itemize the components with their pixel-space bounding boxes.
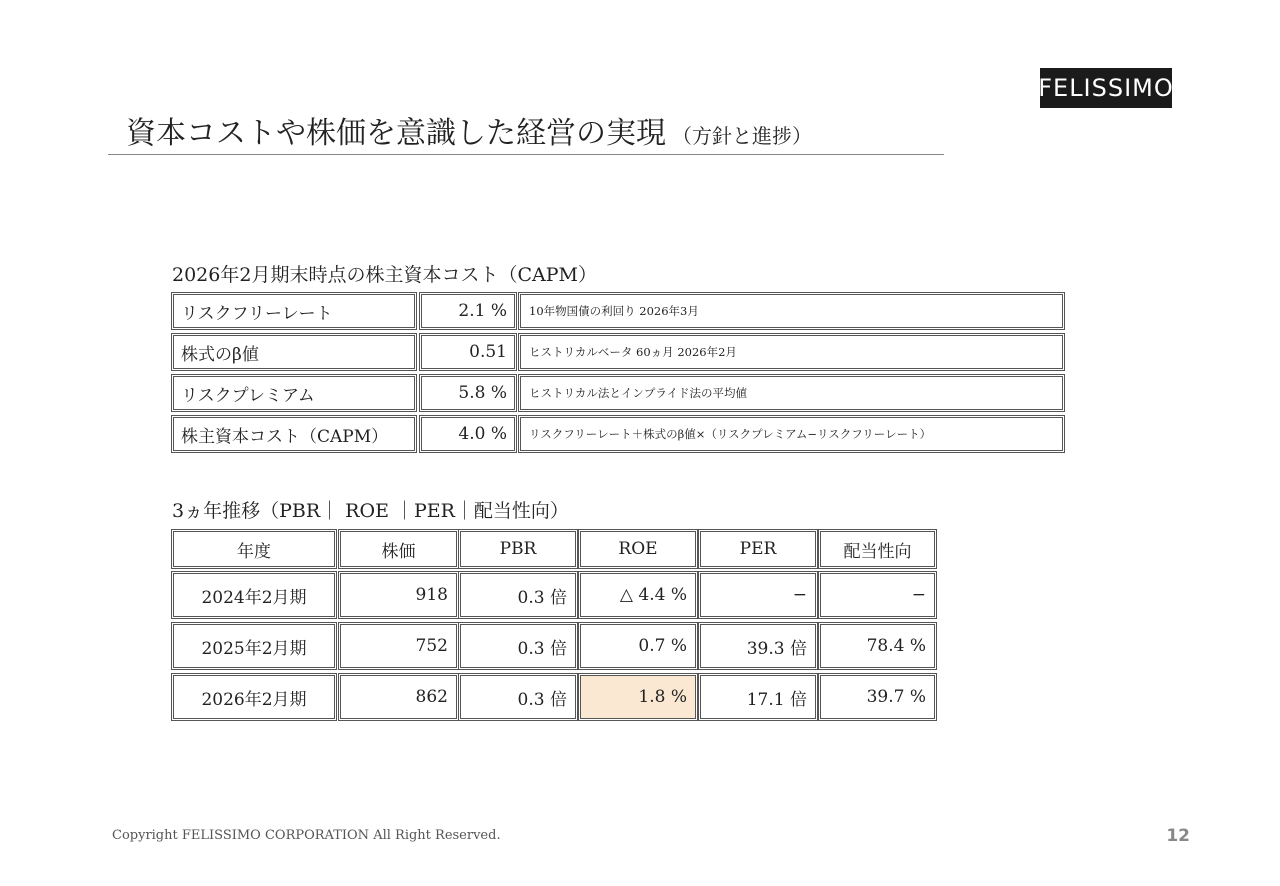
- copyright-footer: Copyright FELISSIMO CORPORATION All Right Reserved.: [112, 828, 501, 843]
- capm-row-label: リスクフリーレート: [173, 294, 415, 328]
- trend-section-label: 3ヵ年推移（PBR｜ ROE ｜PER｜配当性向）: [172, 500, 569, 522]
- trend-cell-payout: 39.7 %: [820, 675, 935, 719]
- trend-cell-roe: 0.7 %: [580, 624, 696, 668]
- capm-row-note: リスクフリーレート＋株式のβ値×（リスクプレミアム−リスクフリーレート）: [520, 417, 1063, 451]
- capm-row-label: 株式のβ値: [173, 335, 415, 369]
- page-title-main: 資本コストや株価を意識した経営の実現: [126, 116, 666, 151]
- trend-cell-year: 2026年2月期: [173, 675, 335, 719]
- capm-row-note: 10年物国債の利回り 2026年3月: [520, 294, 1063, 328]
- trend-header-cell: PBR: [460, 531, 576, 567]
- trend-cell-year: 2024年2月期: [173, 573, 335, 617]
- capm-row-value: 2.1 %: [421, 294, 515, 328]
- felissimo-logo: FELISSIMO: [1040, 68, 1172, 108]
- trend-header-cell: ROE: [580, 531, 696, 567]
- capm-row-note: ヒストリカル法とインプライド法の平均値: [520, 376, 1063, 410]
- trend-cell-pbr: 0.3 倍: [460, 675, 576, 719]
- trend-cell-pbr: 0.3 倍: [460, 624, 576, 668]
- page-title-sub: （方針と進捗）: [672, 124, 812, 148]
- title-divider: [108, 154, 944, 155]
- trend-header-cell: 年度: [173, 531, 335, 567]
- trend-cell-roe: △ 4.4 %: [580, 573, 696, 617]
- page-number: 12: [1166, 826, 1190, 846]
- trend-cell-payout: 78.4 %: [820, 624, 935, 668]
- trend-header-cell: 配当性向: [820, 531, 935, 567]
- trend-cell-year: 2025年2月期: [173, 624, 335, 668]
- capm-row-label: 株主資本コスト（CAPM）: [173, 417, 415, 451]
- capm-row-label: リスクプレミアム: [173, 376, 415, 410]
- capm-row-value: 4.0 %: [421, 417, 515, 451]
- capm-section-label: 2026年2月期末時点の株主資本コスト（CAPM）: [172, 264, 597, 286]
- trend-header-cell: PER: [700, 531, 816, 567]
- trend-cell-roe-highlighted: 1.8 %: [580, 675, 696, 719]
- trend-header-cell: 株価: [340, 531, 457, 567]
- trend-cell-payout: −: [820, 573, 935, 617]
- trend-cell-price: 862: [340, 675, 457, 719]
- page-title: [126, 108, 812, 152]
- capm-row-value: 5.8 %: [421, 376, 515, 410]
- trend-cell-price: 918: [340, 573, 457, 617]
- trend-cell-price: 752: [340, 624, 457, 668]
- trend-cell-per: 17.1 倍: [700, 675, 816, 719]
- trend-cell-pbr: 0.3 倍: [460, 573, 576, 617]
- capm-row-note: ヒストリカルベータ 60ヵ月 2026年2月: [520, 335, 1063, 369]
- trend-cell-per: −: [700, 573, 816, 617]
- capm-row-value: 0.51: [421, 335, 515, 369]
- trend-cell-per: 39.3 倍: [700, 624, 816, 668]
